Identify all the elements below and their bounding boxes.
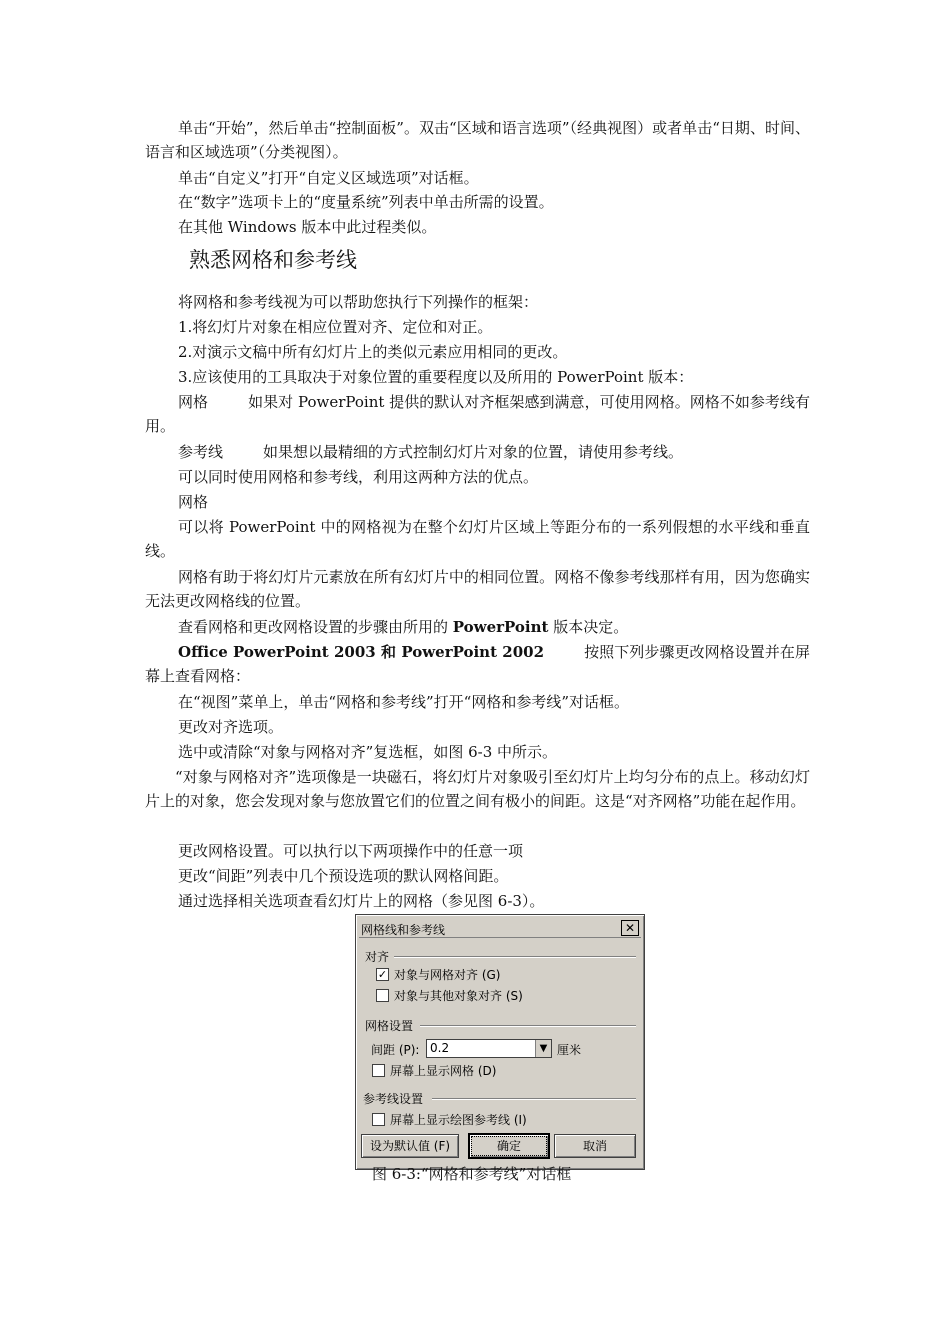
align-group-divider bbox=[394, 956, 636, 958]
guide-description: 如果想以最精细的方式控制幻灯片对象的位置，请使用参考线。 bbox=[263, 443, 684, 461]
cancel-button[interactable]: 取消 bbox=[554, 1134, 636, 1158]
ok-button[interactable]: 确定 bbox=[468, 1133, 550, 1159]
chevron-down-icon[interactable]: ▼ bbox=[535, 1040, 551, 1057]
dialog-titlebar bbox=[359, 919, 641, 938]
paragraph-customize: 单击“自定义”打开“自定义区域选项”对话框。 bbox=[178, 169, 479, 187]
paragraph-control-panel: 单击“开始”，然后单击“控制面板”。双击“区域和语言选项”（经典视图）或者单击“日期、时间、语言和区域选项”（分类视图）。 bbox=[145, 119, 810, 161]
align-group-label: 对齐 bbox=[365, 950, 390, 964]
paragraph-other-windows: 在其他 Windows 版本中此过程类似。 bbox=[178, 218, 437, 236]
paragraph-grid-3 bbox=[145, 615, 810, 639]
step-2: 更改对齐选项。 bbox=[178, 718, 284, 736]
step-3: 选中或清除“对象与网格对齐”复选框，如图 6-3 中所示。 bbox=[178, 743, 558, 761]
snap-objects-checkbox[interactable] bbox=[376, 989, 389, 1002]
spacing-label: 间距 (P): bbox=[371, 1043, 420, 1057]
show-grid-checkbox[interactable] bbox=[372, 1064, 385, 1077]
figure-caption: 图 6-3:“网格和参考线”对话框 bbox=[372, 1165, 572, 1183]
list-item-3: 3.应该使用的工具取决于对象位置的重要程度以及所用的 PowerPoint 版本： bbox=[178, 368, 694, 386]
paragraph-intro: 将网格和参考线视为可以帮助您执行下列操作的框架： bbox=[178, 293, 539, 311]
grid-guides-dialog bbox=[355, 914, 645, 1170]
grid-term: 网格 bbox=[178, 393, 209, 411]
paragraph-both: 可以同时使用网格和参考线，利用这两种方法的优点。 bbox=[178, 468, 539, 486]
spacing-combobox[interactable] bbox=[426, 1039, 552, 1058]
paragraph-grid-definition bbox=[145, 390, 810, 438]
paragraph-office-versions bbox=[145, 640, 810, 688]
grid-p3-powerpoint: PowerPoint bbox=[452, 618, 549, 636]
step-1: 在“视图”菜单上，单击“网格和参考线”打开“网格和参考线”对话框。 bbox=[178, 693, 630, 711]
paragraph-number-tab: 在“数字”选项卡上的“度量系统”列表中单击所需的设置。 bbox=[178, 193, 554, 211]
office-versions-term: Office PowerPoint 2003 和 PowerPoint 2002 bbox=[178, 643, 545, 661]
section-heading: 熟悉网格和参考线 bbox=[189, 248, 357, 272]
guides-group-divider bbox=[432, 1098, 636, 1100]
step-5: 更改网格设置。可以执行以下两项操作中的任意一项 bbox=[178, 842, 524, 860]
grid-p3-text-c: 版本决定。 bbox=[553, 618, 629, 636]
paragraph-grid-1: 可以将 PowerPoint 中的网格视为在整个幻灯片区域上等距分布的一系列假想的水平线和垂直线。 bbox=[145, 518, 810, 560]
grid-group-label: 网格设置 bbox=[365, 1019, 414, 1033]
guides-group-label: 参考线设置 bbox=[363, 1092, 424, 1106]
step-6: 更改“间距”列表中几个预设选项的默认网格间距。 bbox=[178, 867, 509, 885]
dialog-title: 网格线和参考线 bbox=[361, 923, 446, 937]
guide-term: 参考线 bbox=[178, 443, 224, 461]
office-versions-description: 按照下列步骤更改网格设置并在屏幕上查看网格： bbox=[145, 643, 810, 685]
show-guides-label: 屏幕上显示绘图参考线 (I) bbox=[390, 1113, 527, 1127]
snap-objects-label: 对象与其他对象对齐 (S) bbox=[394, 989, 523, 1003]
grid-p3-text-a: 查看网格和更改网格设置的步骤由所用的 bbox=[178, 618, 449, 636]
step-7: 通过选择相关选项查看幻灯片上的网格（参见图 6-3）。 bbox=[178, 892, 545, 910]
paragraph-grid-2: 网格有助于将幻灯片元素放在所有幻灯片中的相同位置。网格不像参考线那样有用，因为您确实无法更改网格线的位置。 bbox=[145, 568, 810, 610]
paragraph-guide-definition bbox=[145, 440, 810, 464]
set-default-button[interactable]: 设为默认值 (F) bbox=[361, 1134, 459, 1158]
subheading-grid: 网格 bbox=[178, 493, 209, 511]
snap-grid-checkbox[interactable]: ✓ bbox=[377, 968, 388, 981]
show-grid-label: 屏幕上显示网格 (D) bbox=[390, 1064, 497, 1078]
close-icon[interactable]: ✕ bbox=[621, 920, 639, 936]
list-item-2: 2.对演示文稿中所有幻灯片上的类似元素应用相同的更改。 bbox=[178, 343, 568, 361]
step-4: “对象与网格对齐”选项像是一块磁石，将幻灯片对象吸引至幻灯片上均匀分布的点上。移动幻灯片上的对象，您会发现对象与您放置它们的位置之间有极小的间距。这是“对齐网格”功能在起作用。 bbox=[145, 768, 810, 810]
spacing-value: 0.2 bbox=[430, 1041, 450, 1055]
list-item-1: 1.将幻灯片对象在相应位置对齐、定位和对正。 bbox=[178, 318, 493, 336]
grid-group-divider bbox=[420, 1025, 636, 1027]
snap-grid-label: 对象与网格对齐 (G) bbox=[394, 968, 501, 982]
spacing-unit: 厘米 bbox=[557, 1043, 582, 1057]
grid-description: 如果对 PowerPoint 提供的默认对齐框架感到满意，可使用网格。网格不如参考线有用。 bbox=[145, 393, 810, 435]
show-guides-checkbox[interactable] bbox=[372, 1113, 385, 1126]
